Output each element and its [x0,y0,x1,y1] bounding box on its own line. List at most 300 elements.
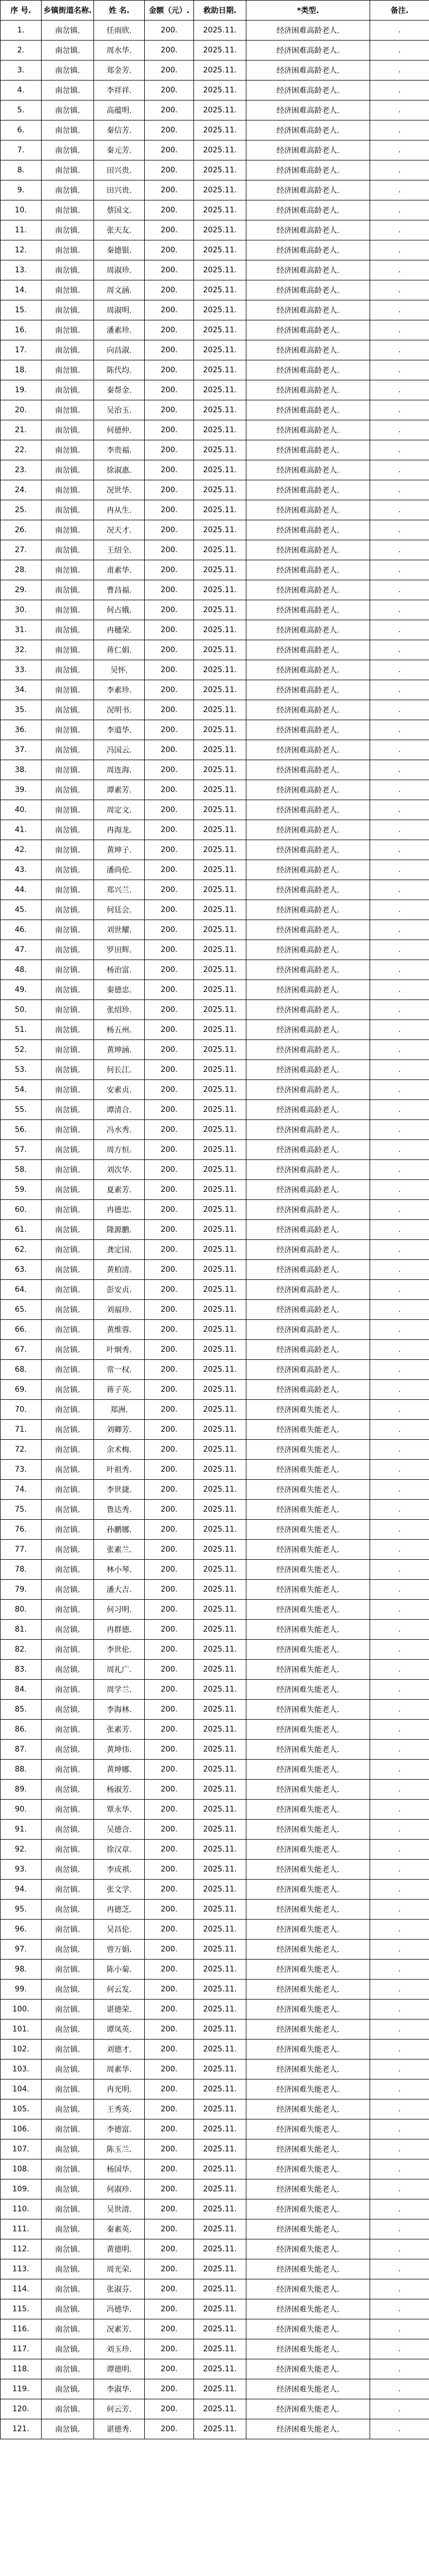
cell-person-name: 周定文. [94,800,145,820]
cell-category: 经济困难失能老人. [246,1500,370,1520]
cell-relief-date: 2025.11. [194,1020,246,1040]
cell-serial-number: 42. [1,840,42,860]
cell-amount: 200. [145,1100,194,1120]
cell-amount: 200. [145,1860,194,1880]
cell-category: 经济困难失能老人. [246,2219,370,2239]
cell-serial-number: 100. [1,2000,42,2020]
cell-category: 经济困难失能老人. [246,2139,370,2159]
cell-person-name: 谌德秀. [94,2419,145,2439]
cell-person-name: 郑金芳. [94,61,145,81]
cell-serial-number: 85. [1,1700,42,1720]
cell-serial-number: 78. [1,1560,42,1580]
cell-township-name: 南岔镇. [42,1760,94,1780]
cell-township-name: 南岔镇. [42,1120,94,1140]
cell-relief-date: 2025.11. [194,2119,246,2139]
cell-remarks: . [370,61,429,81]
cell-remarks: . [370,1620,429,1640]
cell-category: 经济困难失能老人. [246,1800,370,1820]
cell-relief-date: 2025.11. [194,380,246,400]
cell-serial-number: 24. [1,480,42,500]
table-row [1,840,429,860]
cell-serial-number: 65. [1,1300,42,1320]
cell-township-name: 南岔镇. [42,1240,94,1260]
cell-serial-number: 113. [1,2259,42,2279]
cell-person-name: 任雨欣. [94,21,145,41]
cell-relief-date: 2025.11. [194,260,246,280]
cell-category: 经济困难高龄老人. [246,920,370,940]
cell-remarks: . [370,2099,429,2119]
table-row [1,2399,429,2419]
table-row [1,2119,429,2139]
cell-category: 经济困难高龄老人. [246,1200,370,1220]
cell-serial-number: 62. [1,1240,42,1260]
cell-person-name: 孙鹏娜. [94,1520,145,1540]
table-row [1,1000,429,1020]
table-row [1,860,429,880]
cell-person-name: 吴治玉. [94,400,145,420]
cell-category: 经济困难失能老人. [246,1840,370,1860]
cell-serial-number: 47. [1,940,42,960]
cell-person-name: 张素芳. [94,1720,145,1740]
cell-relief-date: 2025.11. [194,1620,246,1640]
cell-township-name: 南岔镇. [42,2079,94,2099]
cell-category: 经济困难失能老人. [246,1680,370,1700]
table-row [1,680,429,700]
cell-category: 经济困难高龄老人. [246,1100,370,1120]
cell-category: 经济困难失能老人. [246,2119,370,2139]
cell-remarks: . [370,860,429,880]
cell-serial-number: 48. [1,960,42,980]
cell-relief-date: 2025.11. [194,880,246,900]
cell-serial-number: 7. [1,140,42,160]
cell-remarks: . [370,100,429,120]
cell-township-name: 南岔镇. [42,980,94,1000]
cell-category: 经济困难高龄老人. [246,580,370,600]
table-row [1,260,429,280]
cell-serial-number: 17. [1,340,42,360]
cell-category: 经济困难高龄老人. [246,1380,370,1400]
cell-remarks: . [370,1740,429,1760]
table-row [1,2079,429,2099]
cell-relief-date: 2025.11. [194,1840,246,1860]
cell-remarks: . [370,1180,429,1200]
cell-township-name: 南岔镇. [42,1060,94,1080]
cell-amount: 200. [145,2000,194,2020]
cell-category: 经济困难失能老人. [246,1780,370,1800]
cell-serial-number: 50. [1,1000,42,1020]
cell-relief-date: 2025.11. [194,220,246,240]
cell-amount: 200. [145,1040,194,1060]
cell-category: 经济困难高龄老人. [246,640,370,660]
cell-person-name: 李道华. [94,720,145,740]
table-row [1,820,429,840]
cell-serial-number: 16. [1,320,42,340]
cell-category: 经济困难高龄老人. [246,1180,370,1200]
cell-person-name: 李祥祥. [94,81,145,100]
cell-category: 经济困难失能老人. [246,2020,370,2040]
cell-relief-date: 2025.11. [194,2060,246,2079]
cell-relief-date: 2025.11. [194,2139,246,2159]
cell-remarks: . [370,220,429,240]
cell-township-name: 南岔镇. [42,2319,94,2339]
cell-category: 经济困难失能老人. [246,1920,370,1940]
cell-remarks: . [370,640,429,660]
cell-person-name: 陈玉兰. [94,2139,145,2159]
cell-person-name: 刘玉珍. [94,2339,145,2359]
cell-township-name: 南岔镇. [42,1420,94,1440]
cell-relief-date: 2025.11. [194,2079,246,2099]
table-row [1,760,429,780]
cell-relief-date: 2025.11. [194,1080,246,1100]
cell-relief-date: 2025.11. [194,1180,246,1200]
cell-amount: 200. [145,1560,194,1580]
cell-category: 经济困难高龄老人. [246,780,370,800]
cell-township-name: 南岔镇. [42,1080,94,1100]
cell-remarks: . [370,940,429,960]
table-row [1,1780,429,1800]
cell-serial-number: 5. [1,100,42,120]
cell-amount: 200. [145,1340,194,1360]
cell-amount: 200. [145,960,194,980]
cell-remarks: . [370,440,429,460]
cell-relief-date: 2025.11. [194,1220,246,1240]
cell-category: 经济困难高龄老人. [246,1260,370,1280]
cell-relief-date: 2025.11. [194,1260,246,1280]
cell-category: 经济困难高龄老人. [246,41,370,61]
cell-township-name: 南岔镇. [42,1260,94,1280]
table-row [1,2219,429,2239]
cell-category: 经济困难高龄老人. [246,860,370,880]
cell-remarks: . [370,140,429,160]
cell-person-name: 林小琴. [94,1560,145,1580]
cell-township-name: 南岔镇. [42,2399,94,2419]
cell-category: 经济困难失能老人. [246,2379,370,2399]
cell-serial-number: 14. [1,280,42,300]
cell-remarks: . [370,160,429,180]
cell-person-name: 何云发. [94,1980,145,2000]
cell-amount: 200. [145,1820,194,1840]
table-row [1,800,429,820]
cell-relief-date: 2025.11. [194,1580,246,1600]
cell-serial-number: 38. [1,760,42,780]
cell-person-name: 潘素珍. [94,320,145,340]
cell-township-name: 南岔镇. [42,500,94,520]
cell-township-name: 南岔镇. [42,700,94,720]
cell-serial-number: 9. [1,180,42,200]
cell-amount: 200. [145,1600,194,1620]
cell-person-name: 秦素英. [94,2219,145,2239]
cell-remarks: . [370,1020,429,1040]
cell-relief-date: 2025.11. [194,1100,246,1120]
table-row [1,2319,429,2339]
cell-relief-date: 2025.11. [194,1800,246,1820]
cell-remarks: . [370,1580,429,1600]
cell-remarks: . [370,340,429,360]
cell-category: 经济困难失能老人. [246,2399,370,2419]
cell-category: 经济困难失能老人. [246,1620,370,1640]
cell-category: 经济困难高龄老人. [246,120,370,140]
table-row [1,600,429,620]
cell-serial-number: 120. [1,2399,42,2419]
cell-category: 经济困难失能老人. [246,2079,370,2099]
cell-serial-number: 82. [1,1640,42,1660]
cell-serial-number: 76. [1,1520,42,1540]
header-serial-number: 序 号. [1,1,42,21]
cell-category: 经济困难高龄老人. [246,400,370,420]
cell-remarks: . [370,760,429,780]
cell-township-name: 南岔镇. [42,2040,94,2060]
cell-amount: 200. [145,1640,194,1660]
cell-township-name: 南岔镇. [42,1660,94,1680]
cell-category: 经济困难失能老人. [246,1640,370,1660]
cell-remarks: . [370,580,429,600]
cell-amount: 200. [145,1080,194,1100]
cell-township-name: 南岔镇. [42,1600,94,1620]
cell-category: 经济困难失能老人. [246,2099,370,2119]
cell-remarks: . [370,2139,429,2159]
cell-remarks: . [370,2000,429,2020]
table-row [1,2060,429,2079]
cell-relief-date: 2025.11. [194,1040,246,1060]
cell-person-name: 谭德明. [94,2359,145,2379]
cell-township-name: 南岔镇. [42,720,94,740]
cell-remarks: . [370,960,429,980]
cell-amount: 200. [145,880,194,900]
cell-serial-number: 40. [1,800,42,820]
cell-person-name: 余术梅. [94,1440,145,1460]
cell-remarks: . [370,2379,429,2399]
cell-serial-number: 97. [1,1940,42,1960]
table-row [1,640,429,660]
cell-relief-date: 2025.11. [194,760,246,780]
cell-category: 经济困难高龄老人. [246,300,370,320]
cell-township-name: 南岔镇. [42,2259,94,2279]
cell-person-name: 周礼广. [94,1660,145,1680]
cell-remarks: . [370,2259,429,2279]
cell-person-name: 周文涵. [94,280,145,300]
cell-township-name: 南岔镇. [42,1460,94,1480]
cell-remarks: . [370,2199,429,2219]
cell-township-name: 南岔镇. [42,600,94,620]
cell-person-name: 蒋子英. [94,1380,145,1400]
cell-serial-number: 88. [1,1760,42,1780]
cell-remarks: . [370,1500,429,1520]
cell-serial-number: 20. [1,400,42,420]
cell-person-name: 秦帮金. [94,380,145,400]
cell-remarks: . [370,380,429,400]
cell-township-name: 南岔镇. [42,21,94,41]
cell-relief-date: 2025.11. [194,2339,246,2359]
cell-relief-date: 2025.11. [194,41,246,61]
table-row [1,1480,429,1500]
cell-amount: 200. [145,2020,194,2040]
cell-remarks: . [370,1760,429,1780]
cell-relief-date: 2025.11. [194,2239,246,2259]
cell-remarks: . [370,260,429,280]
cell-relief-date: 2025.11. [194,580,246,600]
cell-township-name: 南岔镇. [42,900,94,920]
cell-amount: 200. [145,1980,194,2000]
cell-relief-date: 2025.11. [194,1780,246,1800]
cell-category: 经济困难高龄老人. [246,200,370,220]
cell-relief-date: 2025.11. [194,1680,246,1700]
cell-category: 经济困难高龄老人. [246,1120,370,1140]
cell-person-name: 周连海. [94,760,145,780]
cell-serial-number: 116. [1,2319,42,2339]
cell-serial-number: 21. [1,420,42,440]
cell-remarks: . [370,120,429,140]
cell-amount: 200. [145,2379,194,2399]
table-row [1,2239,429,2259]
cell-person-name: 黄柏清. [94,1260,145,1280]
table-row [1,2099,429,2119]
cell-amount: 200. [145,200,194,220]
cell-amount: 200. [145,1620,194,1640]
cell-category: 经济困难失能老人. [246,1980,370,2000]
cell-category: 经济困难高龄老人. [246,620,370,640]
cell-category: 经济困难高龄老人. [246,560,370,580]
cell-remarks: . [370,1120,429,1140]
cell-township-name: 南岔镇. [42,160,94,180]
cell-person-name: 李海林. [94,1700,145,1720]
cell-township-name: 南岔镇. [42,2119,94,2139]
cell-amount: 200. [145,2179,194,2199]
table-row [1,1220,429,1240]
cell-person-name: 杨五州. [94,1020,145,1040]
cell-person-name: 徐汉章. [94,1840,145,1860]
cell-relief-date: 2025.11. [194,1980,246,2000]
cell-remarks: . [370,1960,429,1980]
table-row [1,81,429,100]
cell-relief-date: 2025.11. [194,1280,246,1300]
table-row [1,1800,429,1820]
cell-serial-number: 104. [1,2079,42,2099]
cell-serial-number: 27. [1,540,42,560]
cell-person-name: 李素珍. [94,680,145,700]
cell-amount: 200. [145,1440,194,1460]
table-row [1,1900,429,1920]
table-row [1,440,429,460]
cell-township-name: 南岔镇. [42,1480,94,1500]
cell-amount: 200. [145,1660,194,1680]
cell-relief-date: 2025.11. [194,420,246,440]
cell-township-name: 南岔镇. [42,1580,94,1600]
cell-township-name: 南岔镇. [42,560,94,580]
cell-amount: 200. [145,260,194,280]
cell-township-name: 南岔镇. [42,1180,94,1200]
cell-serial-number: 63. [1,1260,42,1280]
cell-township-name: 南岔镇. [42,2000,94,2020]
cell-amount: 200. [145,81,194,100]
cell-person-name: 冉群德. [94,1620,145,1640]
cell-township-name: 南岔镇. [42,1540,94,1560]
cell-township-name: 南岔镇. [42,2359,94,2379]
cell-amount: 200. [145,440,194,460]
cell-category: 经济困难高龄老人. [246,1080,370,1100]
cell-serial-number: 23. [1,460,42,480]
cell-serial-number: 1. [1,21,42,41]
cell-township-name: 南岔镇. [42,1940,94,1960]
cell-township-name: 南岔镇. [42,180,94,200]
cell-amount: 200. [145,560,194,580]
cell-township-name: 南岔镇. [42,2239,94,2259]
cell-amount: 200. [145,2199,194,2219]
table-row [1,140,429,160]
table-row [1,180,429,200]
cell-category: 经济困难失能老人. [246,1700,370,1720]
header-remarks: 备注. [370,1,429,21]
cell-serial-number: 56. [1,1120,42,1140]
cell-amount: 200. [145,1260,194,1280]
cell-township-name: 南岔镇. [42,780,94,800]
cell-relief-date: 2025.11. [194,1720,246,1740]
cell-amount: 200. [145,1120,194,1140]
cell-relief-date: 2025.11. [194,2379,246,2399]
cell-remarks: . [370,1980,429,2000]
cell-township-name: 南岔镇. [42,800,94,820]
cell-amount: 200. [145,2099,194,2119]
cell-serial-number: 89. [1,1780,42,1800]
cell-relief-date: 2025.11. [194,2219,246,2239]
cell-relief-date: 2025.11. [194,1660,246,1680]
cell-relief-date: 2025.11. [194,61,246,81]
cell-remarks: . [370,1800,429,1820]
cell-serial-number: 66. [1,1320,42,1340]
cell-amount: 200. [145,940,194,960]
table-row [1,21,429,41]
table-row [1,320,429,340]
cell-serial-number: 96. [1,1920,42,1940]
cell-amount: 200. [145,520,194,540]
cell-amount: 200. [145,540,194,560]
table-row [1,240,429,260]
cell-category: 经济困难失能老人. [246,1740,370,1760]
cell-remarks: . [370,2179,429,2199]
cell-amount: 200. [145,2040,194,2060]
cell-person-name: 何廷会. [94,900,145,920]
table-row [1,1660,429,1680]
cell-person-name: 罗田辉. [94,940,145,960]
table-row [1,1640,429,1660]
cell-category: 经济困难失能老人. [246,1940,370,1960]
cell-township-name: 南岔镇. [42,1900,94,1920]
cell-category: 经济困难失能老人. [246,2419,370,2439]
cell-category: 经济困难高龄老人. [246,21,370,41]
cell-category: 经济困难失能老人. [246,1580,370,1600]
cell-township-name: 南岔镇. [42,41,94,61]
cell-remarks: . [370,500,429,520]
cell-person-name: 况天才. [94,520,145,540]
cell-remarks: . [370,920,429,940]
cell-serial-number: 111. [1,2219,42,2239]
cell-relief-date: 2025.11. [194,820,246,840]
cell-township-name: 南岔镇. [42,1620,94,1640]
cell-category: 经济困难失能老人. [246,1600,370,1620]
cell-serial-number: 102. [1,2040,42,2060]
cell-person-name: 向昌淑. [94,340,145,360]
cell-person-name: 叶祖秀. [94,1460,145,1480]
cell-category: 经济困难高龄老人. [246,81,370,100]
cell-township-name: 南岔镇. [42,760,94,780]
cell-amount: 200. [145,180,194,200]
cell-serial-number: 29. [1,580,42,600]
cell-remarks: . [370,1260,429,1280]
table-row [1,61,429,81]
cell-amount: 200. [145,1460,194,1480]
cell-remarks: . [370,1480,429,1500]
table-row [1,1200,429,1220]
table-row [1,2000,429,2020]
